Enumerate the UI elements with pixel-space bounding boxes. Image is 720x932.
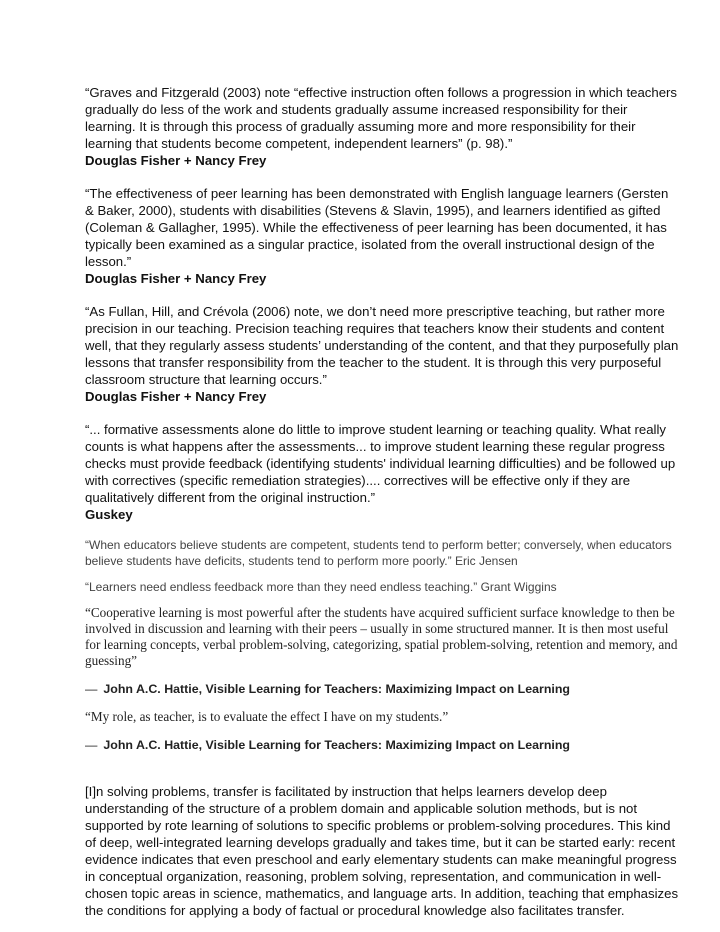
attribution-dash: ―: [85, 682, 98, 696]
hattie-quote-text: “Cooperative learning is most powerful after the students have acquired sufficient surface knowledge to then be involved in discussion and learning with their peers – usually in some structured manner. It is then most useful for learning concepts, verbal problem-solving, categorizing, spatial problem-solving, retention and memory, and guessing”: [85, 605, 678, 668]
quote-text: “... formative assessments alone do little to improve student learning or teaching quality. What really counts is what happens after the assessments... to improve student learning these regular progress checks must provide feedback (identifying students' individual learning difficulties) and be followed up with correctives (specific remediation strategies).... correctives will be effective only if they are qualitatively different from the original instruction.”: [85, 422, 676, 505]
wiggins-quote: “Learners need endless feedback more than they need endless teaching.” Grant Wiggins: [85, 580, 557, 594]
attribution-dash: ―: [85, 738, 98, 752]
attribution-author: John A.C. Hattie: [103, 738, 199, 752]
attribution-separator: ,: [198, 738, 206, 752]
attribution-book: Visible Learning for Teachers: Maximizing Impact on Learning: [205, 682, 570, 696]
jensen-quote: “When educators believe students are competent, students tend to perform better; conversely, when educators believe students have deficits, students tend to perform more poorly.” Eric Jensen: [85, 538, 672, 568]
quote-text: “As Fullan, Hill, and Crévola (2006) note, we don’t need more prescriptive teaching, but rather more precision in our teaching. Precision teaching requires that teachers know their students and content well, that they regularly assess students’ understanding of the content, and that they purposefully plan lessons that transfer responsibility from the teacher to the student. It is through this very purposeful classroom structure that learning occurs.”: [85, 304, 679, 387]
hattie-attribution: [85, 737, 680, 753]
final-paragraph: [I]n solving problems, transfer is facilitated by instruction that helps learners develop deep understanding of the structure of a problem domain and applicable solution methods, but is not supported by rote learning of solutions to specific problems or problem-solving procedures. This kind of deep, well-integrated learning develops gradually and takes time, but it can be started early: recent evidence indicates that even preschool and early elementary students can make meaningful progress in conceptual organization, reasoning, problem solving, representation, and communication in well-chosen topic areas in science, mathematics, and language arts. In addition, teaching that emphasizes the conditions for applying a body of factual or procedural knowledge also facilitates transfer.: [85, 784, 679, 918]
attribution-book: Visible Learning for Teachers: Maximizing Impact on Learning: [205, 738, 570, 752]
quote-author: Guskey: [85, 507, 133, 522]
quote-author: Douglas Fisher + Nancy Frey: [85, 389, 267, 404]
quote-author: Douglas Fisher + Nancy Frey: [85, 153, 267, 168]
attribution-author: John A.C. Hattie: [103, 682, 199, 696]
hattie-quote-text: “My role, as teacher, is to evaluate the effect I have on my students.”: [85, 709, 449, 724]
hattie-attribution: [85, 681, 680, 697]
quote-author: Douglas Fisher + Nancy Frey: [85, 271, 267, 286]
attribution-separator: ,: [198, 682, 206, 696]
quote-text: “The effectiveness of peer learning has been demonstrated with English language learners (Gersten & Baker, 2000), students with disabilities (Stevens & Slavin, 1995), and learners identified as gifted (Coleman & Gallagher, 1995). While the effectiveness of peer learning has been documented, it has typically been examined as a singular practice, isolated from the overall instructional design of the lesson.”: [85, 186, 669, 269]
quote-text: “Graves and Fitzgerald (2003) note “effective instruction often follows a progression in which teachers gradually do less of the work and students gradually assume increased responsibility for their learning. It is through this process of gradually assuming more and more responsibility for their learning that students become competent, independent learners” (p. 98).”: [85, 85, 678, 151]
